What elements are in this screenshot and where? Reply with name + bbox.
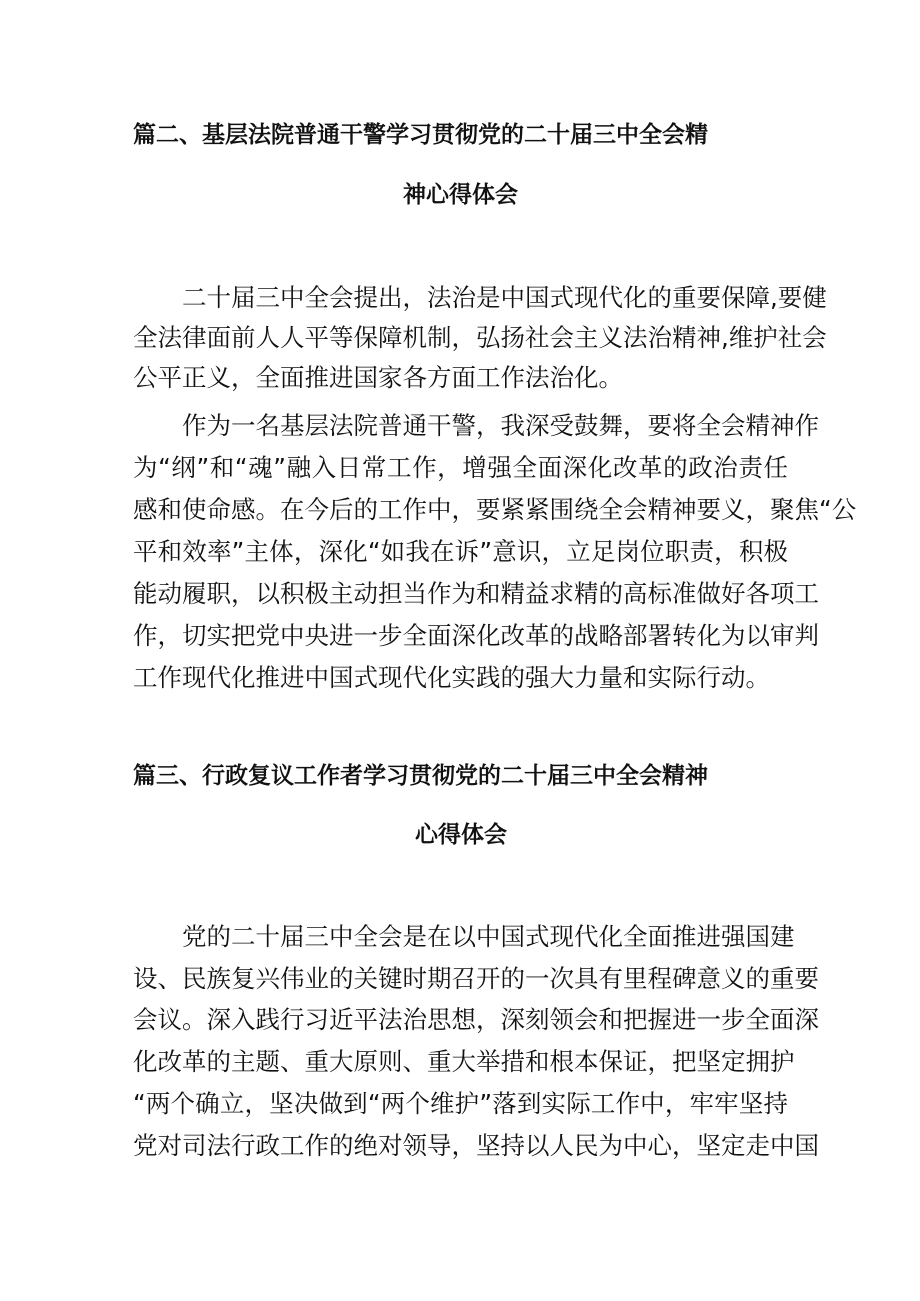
paragraph-line: 为“纲”和“魂”融入日常工作，增强全面深化改革的政治责任: [133, 453, 788, 482]
paragraph-line: 作为一名基层法院普通干警，我深受鼓舞，要将全会精神作: [182, 411, 819, 440]
paragraph-line: 感和使命感。在今后的工作中，要紧紧围绕全会精神要义，聚焦“公: [133, 495, 857, 524]
paragraph-line: 设、民族复兴伟业的关键时期召开的一次具有里程碑意义的重要: [133, 964, 819, 993]
paragraph-line: 化改革的主题、重大原则、重大举措和根本保证，把坚定拥护: [133, 1047, 795, 1076]
section2-title-line1: 篇二、基层法院普通干警学习贯彻党的二十届三中全会精: [133, 122, 708, 148]
paragraph-line: 平和效率”主体，深化“如我在诉”意识，立足岗位职责，积极: [133, 537, 788, 566]
section3-title-line2: 心得体会: [415, 822, 507, 848]
paragraph-line: 党对司法行政工作的绝对领导，坚持以人民为中心，坚定走中国: [133, 1131, 819, 1160]
paragraph-line: 全法律面前人人平等保障机制，弘扬社会主义法治精神,维护社会: [133, 323, 827, 352]
paragraph-line: 能动履职，以积极主动担当作为和精益求精的高标准做好各项工: [133, 579, 819, 608]
paragraph-line: 会议。深入践行习近平法治思想，深刻领会和把握进一步全面深: [133, 1005, 819, 1034]
section2-title-line2: 神心得体会: [403, 182, 518, 208]
paragraph-line: 作，切实把党中央进一步全面深化改革的战略部署转化为以审判: [133, 621, 819, 650]
section3-title-line1: 篇三、行政复议工作者学习贯彻党的二十届三中全会精神: [133, 763, 708, 789]
paragraph-line: “两个确立，坚决做到“两个维护”落到实际工作中，牢牢坚持: [133, 1089, 788, 1118]
paragraph-line: 公平正义，全面推进国家各方面工作法治化。: [133, 363, 623, 392]
paragraph-line: 工作现代化推进中国式现代化实践的强大力量和实际行动。: [133, 663, 770, 692]
paragraph-line: 二十届三中全会提出，法治是中国式现代化的重要保障,要健: [182, 283, 827, 312]
paragraph-line: 党的二十届三中全会是在以中国式现代化全面推进强国建: [182, 922, 795, 951]
